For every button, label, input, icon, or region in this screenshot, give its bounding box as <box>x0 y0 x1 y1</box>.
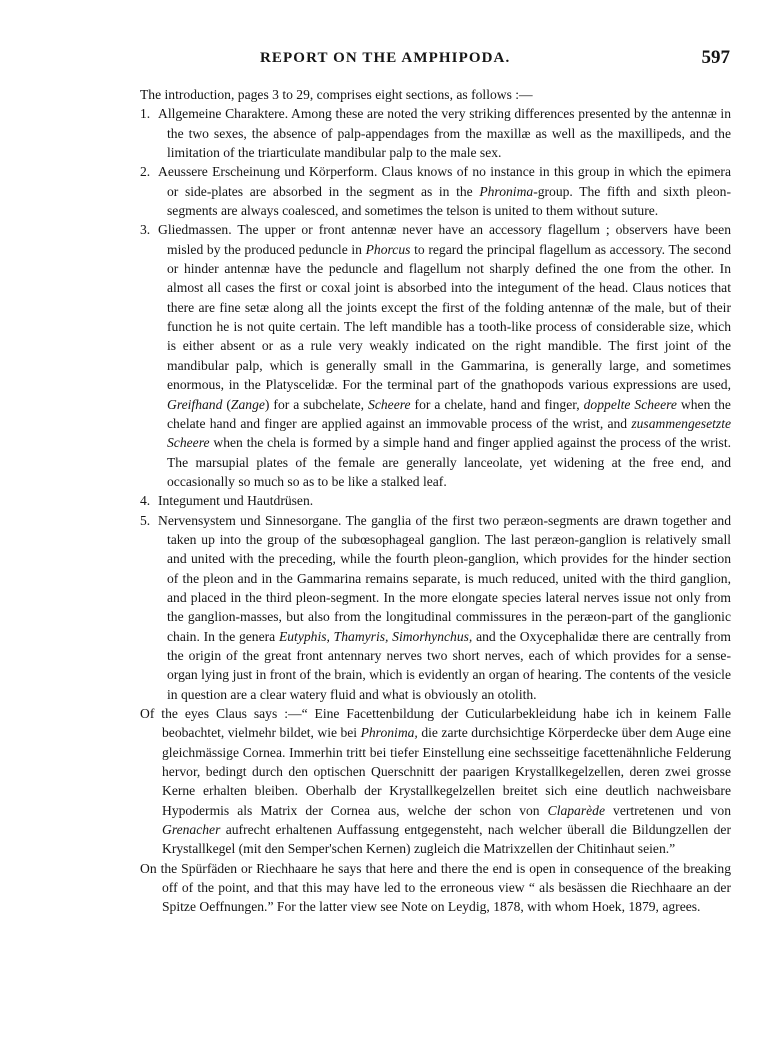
italic-text: Claparède <box>547 802 606 818</box>
section-item-1 <box>140 104 731 162</box>
text-run: to regard the principal flagellum as accessory. The second or hinder antennæ have the peduncle and flagellum not sharply defined the one from the other. In almost all cases the first or coxal joint is absorbed into the integument of the head. Claus notices that there are fine setæ along all the joints except the first of the folding antennæ of the male, but of their function he is not quite certain. The left mandible has a tooth-like process of considerable size, which is either absent or as a rule very weakly indicated on the right mandible. The first joint of the mandibular palp, which is generally small in the Gammarina, is generally large, and sometimes enormous, in the Platyscelidæ. For the terminal part of the gnathopods various expressions are used, <box>167 241 731 393</box>
text-run: Gliedmassen. The upper or front antennæ never have an accessory flagellum ; observers have been misled by the produced peduncle in <box>158 222 731 257</box>
paragraph-list <box>140 704 731 917</box>
body-text <box>140 85 731 917</box>
italic-text: Grenacher <box>162 822 221 838</box>
text-run: ( <box>222 396 231 412</box>
italic-text: doppelte Scheere <box>583 396 677 412</box>
text-run: when the chela is formed by a simple hand and finger applied against the process of the wrist. The marsupial plates of the female are generally lanceolate, yet widening at the free end, and occasionally so much so as to be like a stalked leaf. <box>167 435 731 489</box>
section-item-2 <box>140 162 731 220</box>
text-run: for a chelate, hand and finger, <box>410 396 584 412</box>
text-run: -group. The fifth and sixth pleon-segments are always coalesced, and sometimes the telson is united to them without suture. <box>167 183 732 219</box>
section-number: 5. <box>140 512 151 528</box>
running-title: REPORT ON THE AMPHIPODA. <box>260 50 511 66</box>
section-item-3 <box>140 220 731 491</box>
intro-paragraph: The introduction, pages 3 to 29, comprises eight sections, as follows :— <box>140 87 533 102</box>
section-number: 2. <box>140 164 151 180</box>
italic-text: Phronima <box>479 183 534 199</box>
italic-text: zusammengesetzte Scheere <box>167 415 731 451</box>
page-number: 597 <box>701 47 730 68</box>
text-run: Allgemeine Charaktere. Among these are noted the very striking differences presented by the antennæ in the two sexes, the absence of palp-appendages from the maxillæ as well as the maxillipeds, and the limitation of the triarticulate mandibular palp to the male sex. <box>158 106 731 161</box>
text-run: On the Spürfäden or Riechhaare he says that here and there the end is open in consequence of the breaking off of the point, and that this may have led to the erroneous view “ als besässen die Riechhaare an der Spitze Oeffnungen.” For the latter view see Note on Leydig, 1878, with whom Hoek, 1879, agrees. <box>140 860 731 915</box>
section-number: 3. <box>140 222 151 238</box>
text-run: Of the eyes Claus says :—“ Eine Facettenbildung der Cuticularbekleidung habe ich in keinem Falle beobachtet, vielmehr bildet, wie bei <box>140 706 731 741</box>
section-item-5 <box>140 511 731 704</box>
text-run: Integument und Hautdrüsen. <box>158 493 314 509</box>
text-run: ) for a subchelate, <box>264 396 369 412</box>
italic-text: Scheere <box>368 396 411 412</box>
text-run: vertretenen und von <box>605 802 731 818</box>
text-run: Nervensystem und Sinnesorgane. The ganglia of the first two peræon-segments are drawn together and taken up into the group of the subœsophageal ganglion. The last peræon-ganglion is relatively small and united with the preceding, while the fourth pleon-ganglion, which provides for the hinder section of the pleon and in the Gammarina remains separate, is much reduced, united with the third ganglion, and placed in the third pleon-segment. In the more elongate species lateral nerves issue not only from the ganglion-masses, but also from the longitudinal commissures in the peræon-part of the ganglionic chain. In the genera <box>158 512 731 644</box>
section-list <box>140 104 731 704</box>
italic-text: Greifhand <box>167 396 223 412</box>
section-item-4 <box>140 491 731 510</box>
text-run: aufrecht erhaltenen Auffassung entgegensteht, nach welcher überall die Bildungzellen der Krystallkegel (mit den Semper'schen Kernen) zugleich die Matrixzellen der Chitinhaut seien.” <box>162 822 731 857</box>
text-run: Aeussere Erscheinung und Körperform. Claus knows of no instance in this group in which the epimera or side-plates are absorbed in the segment as in the <box>158 164 731 199</box>
italic-text: Phorcus <box>365 241 411 257</box>
body-paragraph-2 <box>140 859 731 917</box>
text-run: when the chelate hand and finger are applied against an immovable process of the wrist, and <box>167 396 731 431</box>
italic-text: Eutyphis, Thamyris, Simorhynchus, <box>278 628 473 644</box>
italic-text: Zange <box>230 396 265 412</box>
section-number: 1. <box>140 106 151 122</box>
italic-text: Phronima, <box>360 725 418 741</box>
page-header <box>140 47 730 74</box>
body-paragraph-1 <box>140 704 731 859</box>
text-run: and the Oxycephalidæ there are centrally from the origin of the great front antennary nerves two short nerves, each of which provides for a sense-organ lying just in front of the brain, which is evidently an organ of hearing. The contents of the vesicle in question are a clear watery fluid and what is obviously an otolith. <box>167 628 731 702</box>
text-run: die zarte durchsichtige Körperdecke über dem Auge eine gleichmässige Cornea. Immerhin tritt bei tiefer Einstellung eine sechsseitige facettenähnliche Felderung hervor, bedingt durch den optischen Querschnitt der paarigen Krystallkegelzellen, deren zwei grosse Kerne erhalten bleiben. Oberhalb der Krystallkegelzellen breitet sich eine deutlich nachweisbare Hypodermis als Matrix der Cornea aus, welche der schon von <box>162 725 731 818</box>
section-number: 4. <box>140 493 151 509</box>
